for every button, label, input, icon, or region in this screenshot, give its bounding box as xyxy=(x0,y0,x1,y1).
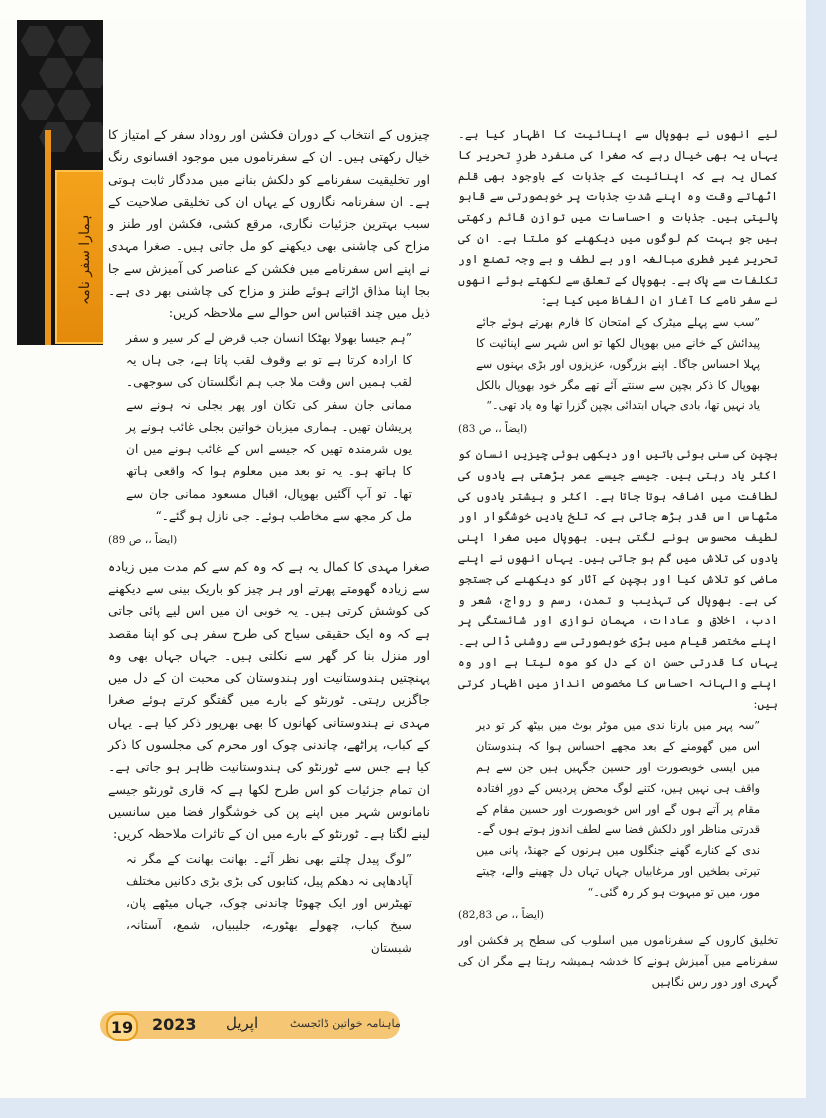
quotation: ”ہم جیسا بھولا بھٹکا انسان جب قرض لے کر سیر و سفر کا ارادہ کرتا ہے تو بے وقوف لقب پاتا ہے، جی ہاں یہ لقب ہمیں اس وقت ملا جب ہم انگلستان کی سوجھی۔ ممانی جان سفر کی تکان اور پھر بجلی نہ ہونے سے پریشان تھیں۔ ہماری میزبان خواتین بجلی غائب ہونے پر یوں شرمندہ تھیں کہ جیسے اس کے غائب ہونے میں ان کا ہاتھ ہو۔ یہ تو بعد میں معلوم ہوا کہ واقعی ہاتھ تھا۔ تو آپ آگئیں بھوپال، اقبال مسعود ممانی جان سے مل کر مجھ سے مخاطب ہوئے۔ جی نازل ہو گئے۔“ xyxy=(126,330,412,524)
orange-accent-bar xyxy=(45,130,51,345)
citation: (ایضاً ،، ص 82,83) xyxy=(458,909,544,922)
paragraph: چیزوں کے انتخاب کے دوران فکشن اور روداد سفر کے امتیاز کا خیال رکھتی ہیں۔ ان کے سفرناموں میں موجود افسانوی رنگ اور تخلیقیت سفرنامے کو دلکش بنانے میں مددگار ثابت ہوتی ہے۔ ان سفرنامہ نگاروں کے یہاں ان کی تخلیقی صلاحیت کے سبب بہترین جزئیات نگاری، مرقع کشی، فکشن اور طنز و مزاح کی چاشنی بھی دیکھنے کو مل جاتی ہیں۔ صغرا مہدی نے اپنے اس سفرنامے میں فکشن کے عناصر کی آمیزش سے جا بجا اپنا مذاق اڑاتے ہوئے طنز و مزاح کی چاشنی بھر دی ہے۔ ذیل میں چند اقتباس اس حوالے سے ملاحظہ کریں: xyxy=(108,127,430,321)
hexagon-pattern xyxy=(75,58,103,88)
paragraph: تخلیق کاروں کے سفرناموں میں اسلوب کی سطح پر فکشن اور سفرنامے میں آمیزش ہونے کا خدشہ ہمیشہ رہتا ہے مگر ان کی گہری اور دور رس نگاہیں xyxy=(458,933,778,989)
quotation: ”سہ پہر میں بارنا ندی میں موٹر بوٹ میں بیٹھ کر تو دیر اس میں گھومنے کے بعد مجھے احساس ہوا کہ ہندوستان میں ایسی خوبصورت اور حسین جگہیں ہیں جن سے ہم واقف ہی نہیں ہیں، کتنے لوگ محض پردیس کے دورِ افتادہ مقام پر آتے ہوں گے اور اس خوبصورت اور حسین مقام کے قدرتی مناظر اور دلکش فضا سے لطف اندوز ہوتے ہوں گے۔ ندی کے کنارے گھنے جنگلوں میں ہرنوں کے جھنڈ، پانی میں تیرتی بطخیں اور مرغابیاں جہاں تہاں دل چھینے والے، چیتے مور، میں تو مبہوت ہو کر رہ گئی۔“ xyxy=(476,719,760,899)
quotation: ”لوگ پیدل چلتے بھی نظر آئے۔ بھانت بھانت کے مگر نہ آپادھاپی نہ دھکم پیل، کتابوں کی بڑی بڑی دکانیں مختلف تھیٹرس اور ایک چھوٹا چاندنی چوک، جہاں میٹھے پان، سیخ کباب، چھولے بھٹورے، جلیبیاں، شمع، آستانہ، شبستان xyxy=(126,851,412,955)
left-column xyxy=(108,124,430,961)
citation: (ایضاً ،، ص 89) xyxy=(108,534,178,547)
issue-month: اپریل xyxy=(226,1014,259,1032)
citation: (ایضاً ،، ص 83) xyxy=(458,423,528,436)
hexagon-pattern xyxy=(39,58,73,88)
right-column xyxy=(458,124,778,993)
page-footer xyxy=(100,1011,410,1041)
issue-year: 2023 xyxy=(152,1015,197,1034)
hexagon-pattern xyxy=(57,26,91,56)
hexagon-pattern xyxy=(75,122,103,152)
hexagon-pattern xyxy=(21,26,55,56)
quotation: ”سب سے پہلے میٹرک کے امتحان کا فارم بھرتے ہوئے جائے پیدائش کے خانے میں بھوپال لکھا تو اس شہر سے اپنائیت کا پہلا احساس جاگا۔ اپنے بزرگوں، عزیزوں اور بڑی بہنوں سے بھوپال کا ذکر بچپن سے سنتے آئے تھے مگر خود بھوپال بالکل یاد نہیں تھا، بادی جہاں ابتدائی بچپن گزرا تھا وہ یاد تھی۔“ xyxy=(476,316,760,413)
magazine-name: ماہنامہ خواتین ڈائجسٹ xyxy=(290,1017,401,1030)
hexagon-pattern xyxy=(57,90,91,120)
paragraph: لیے انھوں نے بھوپال سے اپنائیت کا اظہار کیا ہے۔ یہاں یہ بھی خیال رہے کہ صغرا کی منفرد طرزِ تحریر کا کمال یہ ہے کہ اپنائیت کے جذبات کے باوجود بھی قلم اٹھاتے وقت وہ اپنے شدتِ جذبات پر خوبصورتی سے قابو پالیتی ہیں۔ جذبات و احساسات میں توازن قائم رکھتی ہیں جو بہت کم لوگوں میں دیکھنے کو ملتا ہے۔ ان کی تحریر غیر فطری مبالغہ اور بے لطف و بے وجہ تصنع اور تکلفات سے پاک ہے۔ بھوپال کے تعلق سے لکھتے ہوئے انھوں نے سفر نامے کا آغاز ان الفاظ میں کیا ہے: xyxy=(458,127,778,308)
decorative-strip xyxy=(17,20,103,345)
hexagon-pattern xyxy=(21,90,55,120)
paragraph: بچپن کی سنی ہوئی باتیں اور دیکھی ہوئی چیزیں انسان کو اکثر یاد رہتی ہیں۔ جیسے جیسے عمر بڑھتی ہے یادوں کی لطافت میں اضافہ ہوتا جاتا ہے۔ اکثر و بیشتر یادوں کی مٹھاس اس قدر بڑھ جاتی ہے کہ تلخ یادیں خوشگوار اور لطیف محسوس ہونے لگتی ہیں۔ بھوپال میں صغرا اپنی یادوں کی تلاش میں گم ہو جاتی ہیں۔ یہاں انھوں نے اپنے ماضی کو تلاش کیا اور بچپن کے آثار کو دیکھنے کی جستجو کی ہے۔ بھوپال کی تہذیب و تمدن، رسم و رواج، شعر و ادب، اخلاق و عادات، مہمان نوازی اور شائستگی پر اپنے مختصر قیام میں بڑی خوبصورتی سے روشنی ڈالی ہے۔ یہاں کا قدرتی حسن ان کے دل کو موہ لیتا ہے اور وہ اپنے والہانہ احساس کا مخصوص انداز میں اظہار کرتی ہیں: xyxy=(458,446,778,711)
paragraph: صغرا مہدی کا کمال یہ ہے کہ وہ کم سے کم مدت میں زیادہ سے زیادہ گھومتے پھرتے اور ہر چیز کو باریک بینی سے دیکھنے کی کوشش کرتی ہیں۔ یہ خوبی ان میں اس لیے پائی جاتی ہے کہ وہ ایک حقیقی سیاح کی طرح سفر ہی کو اپنا مقصد اور منزل بنا کر گھر سے نکلتی ہیں۔ جہاں جہاں بھی وہ پہنچتیں ہندوستانیت اور ہندوستان کی محبت ان کے دل میں جاگزیں رہتی۔ ٹورنٹو کے بارے میں گفتگو کرتے ہوئے صغرا مہدی نے ہندوستانی کھانوں کا بھی بھرپور ذکر کیا ہے۔ یہاں کے کباب، پراٹھے، چاندنی چوک اور محرم کی مجلسوں کا ذکر کیا ہے جس سے ٹورنٹو کی ہندوستانیت ظاہر ہو جاتی ہے۔ ان تمام جزئیات کو اس طرح لکھا ہے کہ قاری ٹورنٹو جیسے نامانوس شہر میں اپنے پن کی خوشگوار فضا میں سانسیں لینے لگتا ہے۔ ٹورنٹو کے بارے میں ان کے تاثرات ملاحظہ کریں: xyxy=(108,558,430,842)
section-label: ہمارا سفر نامہ xyxy=(77,214,93,306)
page-number: 19 xyxy=(106,1013,138,1041)
